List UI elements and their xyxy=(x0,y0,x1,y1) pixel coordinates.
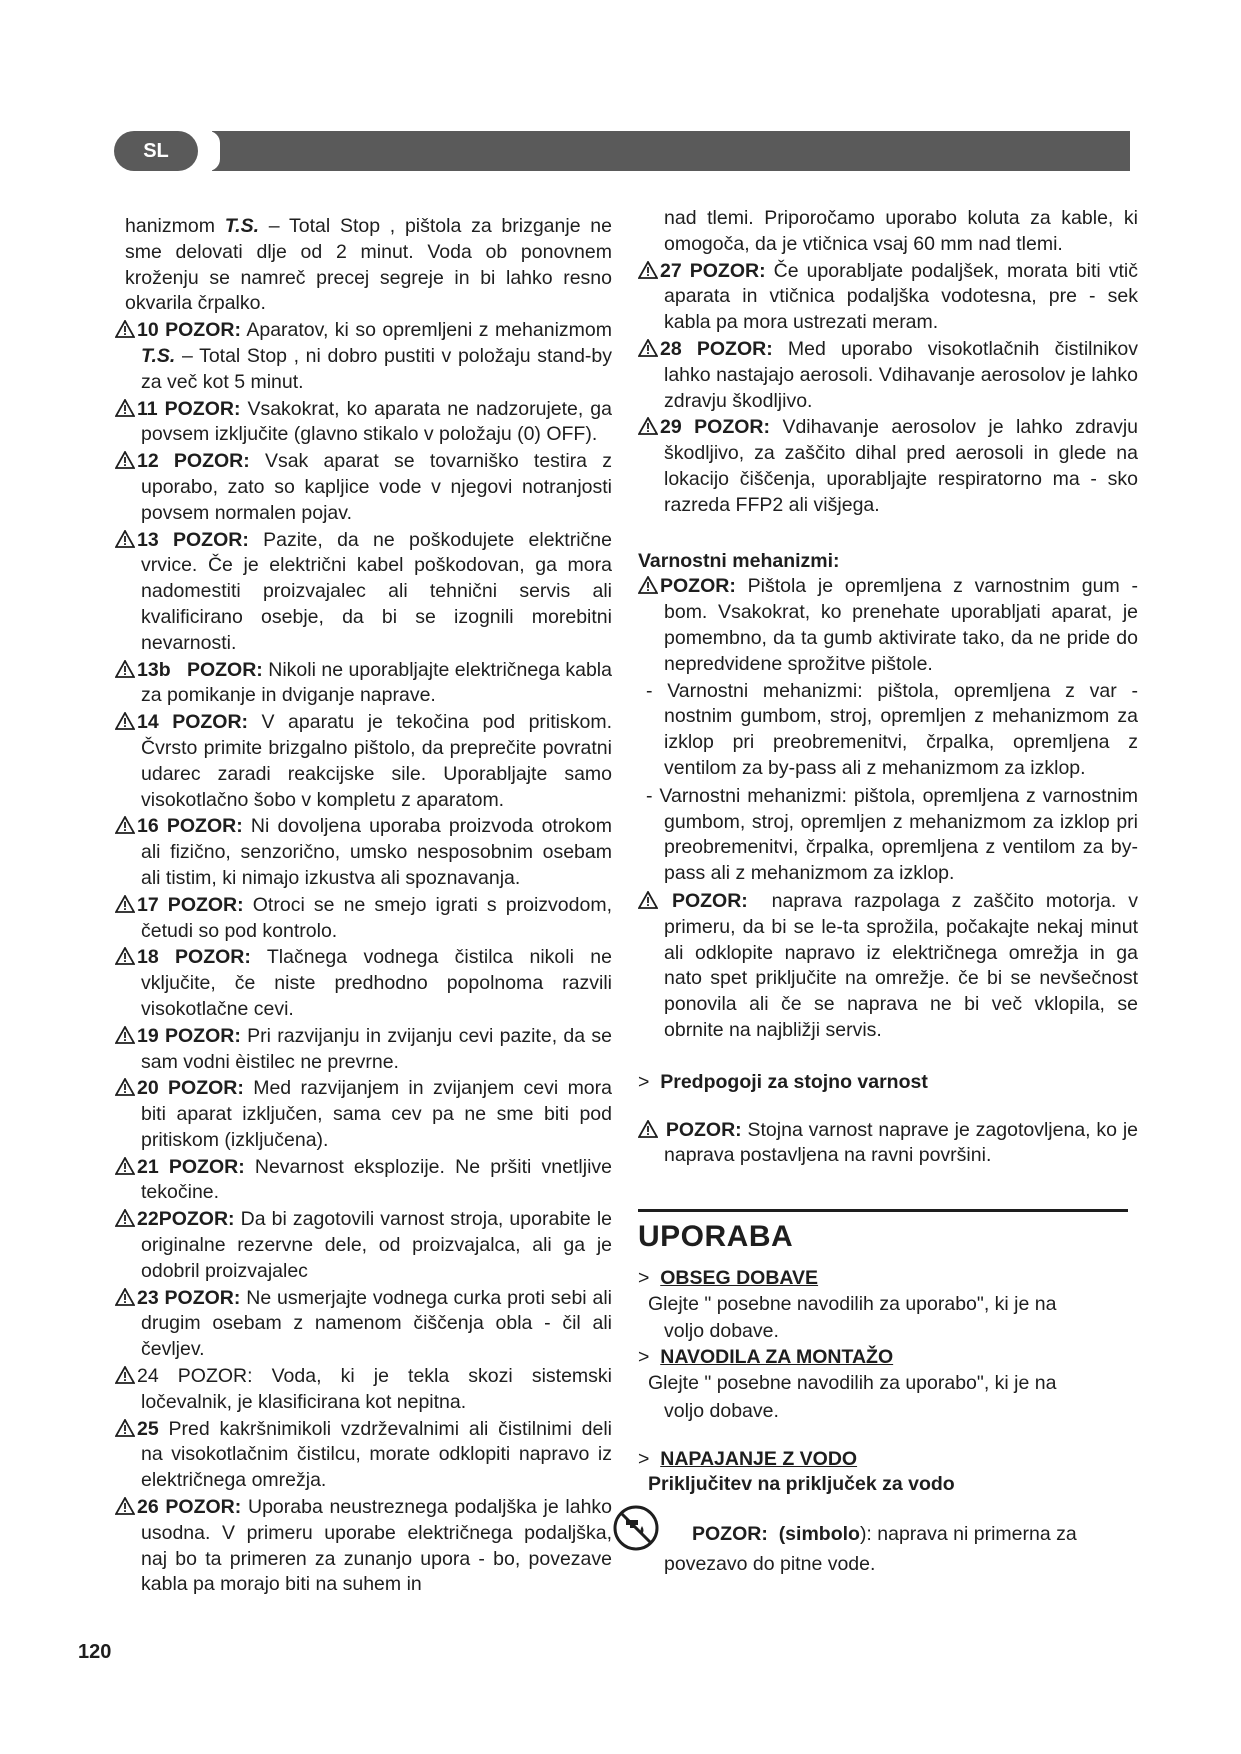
warning-24: 24 POZOR: Voda, ki je tekla skozi sistemski ločevalnik, je klasificirana kot nepitna. xyxy=(115,1364,612,1416)
warning-triangle-icon xyxy=(115,1078,135,1096)
stability-warning: POZOR: Stojna varnost naprave je zagotovljena, ko je naprava postavljena na ravni površini. xyxy=(638,1118,1138,1170)
warning-28: 28 POZOR: Med uporabo visokotlačnih čistilnikov lahko nastajajo aerosoli. Vdihavanje aerosolov je lahko zdravju škodljivo. xyxy=(638,337,1138,414)
warning-21: 21 POZOR: Nevarnost eksplozije. Ne pršiti vnetljive tekočine. xyxy=(115,1155,612,1207)
warning-18: 18 POZOR: Tlačnega vodnega čistilca nikoli ne vključite, če niste predhodno popolnoma razvili visokotlačne cevi. xyxy=(115,945,612,1022)
arrow-glyph: > xyxy=(638,1346,650,1369)
obseg-text-2: voljo dobave. xyxy=(664,1320,779,1343)
intro-paragraph: hanizmom T.S. – Total Stop , pištola za brizganje ne sme delovati dlje od 2 minut. Voda ob ponovnem kroženju se namreč precej segreje in bi lahko resno okvarila črpalko. xyxy=(125,215,612,315)
continued-paragraph: nad tlemi. Priporočamo uporabo koluta za kable, ki omogoča, da je vtičnica vsaj 60 mm nad tlemi. xyxy=(664,207,1138,255)
stability-heading: > Predpogoji za stojno varnost xyxy=(638,1070,928,1093)
warning-triangle-icon xyxy=(638,417,658,435)
warning-26: 26 POZOR: Uporaba neustreznega podaljška je lahko usodna. V primeru uporabe električnega podaljška, naj bo ta primeren za zunanjo upora - bo, povezave kabla pa morajo biti na suhem in xyxy=(115,1495,612,1598)
warning-11: 11 POZOR: Vsakokrat, ko aparata ne nadzorujete, ga povsem izključite (glavno stikalo v položaju (0) OFF). xyxy=(115,397,612,449)
napajanje-heading: > NAPAJANJE Z VODO xyxy=(638,1447,858,1470)
arrow-glyph: > xyxy=(638,1447,650,1470)
warning-triangle-icon xyxy=(115,1288,135,1306)
prikljucitev-heading: Priključitev na priključek za vodo xyxy=(648,1473,955,1496)
warning-23: 23 POZOR: Ne usmerjajte vodnega curka proti sebi ali drugim osebam z namenom čiščenja obla - čil ali čevljev. xyxy=(115,1286,612,1363)
warning-22: 22POZOR: Da bi zagotovili varnost stroja, uporabite le originalne rezervne dele, od proizvajalca, ali ga je odobril proizvajalec xyxy=(115,1207,612,1284)
obseg-text: Glejte " posebne navodilih za uporabo", ki je na xyxy=(648,1292,1057,1315)
warning-triangle-icon xyxy=(115,947,135,965)
warning-triangle-icon xyxy=(115,712,135,730)
warning-triangle-icon xyxy=(115,895,135,913)
warning-29: 29 POZOR: Vdihavanje aerosolov je lahko zdravju škodljivo, za zaščito dihal pred aerosoli in glede na lokacijo čiščenja, uporabljajte respiratorno ma - sko razreda FFP2 ali višjega. xyxy=(638,415,1138,518)
safety-warning: POZOR: Pištola je opremljena z varnostnim gum - bom. Vsakokrat, ko prenehate uporabljati aparat, je pomembno, da ta gumb aktivirate tako, da ne pride do nepredvidene sprožitve pištole. xyxy=(638,574,1138,677)
left-column xyxy=(115,214,612,1599)
section-divider xyxy=(638,1209,1128,1212)
warning-10: 10 POZOR: Aparatov, ki so opremljeni z mehanizmom T.S. – Total Stop , ni dobro pustiti v položaju stand-by za več kot 5 minut. xyxy=(115,318,612,395)
warning-12: 12 POZOR: Vsak aparat se tovarniško testira z uporabo, zato so kapljice vode v njegovi notranjosti povsem normalen pojav. xyxy=(115,449,612,526)
warning-triangle-icon xyxy=(638,261,658,279)
montazo-text: Glejte " posebne navodilih za uporabo", ki je na xyxy=(648,1372,1057,1395)
obseg-heading: > OBSEG DOBAVE xyxy=(638,1266,819,1289)
right-column xyxy=(638,206,1138,1578)
no-drinking-water-icon xyxy=(638,1504,686,1552)
warning-triangle-icon xyxy=(115,1419,135,1437)
warning-25: 25 Pred kakršnimikoli vzdrževalnimi ali čistilnimi deli na visokotlačnim čistilcu, morate odklopiti napravo iz električnega omrežja. xyxy=(115,1417,612,1494)
language-badge: SL xyxy=(114,131,198,171)
safety-mechanisms-title: Varnostni mehanizmi: xyxy=(638,549,840,572)
montazo-text-2: voljo dobave. xyxy=(664,1399,779,1422)
warning-triangle-icon xyxy=(115,320,135,338)
safety-dash-item-2: - Varnostni mehanizmi: pištola, opremljena z varnostnim gumbom, stroj, opremljen z mehanizmom za izklop pri preobremenitvi, črpalka, opremljena z ventilom za by-pass ali z mehanizmom za izklop. xyxy=(646,784,1138,885)
warning-triangle-icon xyxy=(115,1157,135,1175)
arrow-glyph: > xyxy=(638,1266,650,1289)
warning-19: 19 POZOR: Pri razvijanju in zvijanju cevi pazite, da se sam vodni èistilec ne prevrne. xyxy=(115,1024,612,1076)
warning-17: 17 POZOR: Otroci se ne smejo igrati s proizvodom, četudi so pod kontrolo. xyxy=(115,893,612,945)
warning-triangle-icon xyxy=(115,530,135,548)
page-number: 120 xyxy=(78,1641,112,1663)
montazo-heading: > NAVODILA ZA MONTAŽO xyxy=(638,1346,894,1369)
warning-triangle-icon xyxy=(638,891,658,909)
warning-triangle-icon xyxy=(115,451,135,469)
warning-14: 14 POZOR: V aparatu je tekočina pod pritiskom. Čvrsto primite brizgalno pištolo, da preprečite povratni udarec zaradi reakcijske sile. Uporabljajte samo visokotlačno šobo v kompletu z aparatom. xyxy=(115,710,612,813)
warning-triangle-icon xyxy=(115,1026,135,1044)
warning-16: 16 POZOR: Ni dovoljena uporaba proizvoda otrokom ali fizično, senzorično, umsko nesposobnim osebam ali tistim, ki nimajo izkustva ali spoznavanja. xyxy=(115,814,612,891)
header-bar xyxy=(212,131,1130,171)
warning-triangle-icon xyxy=(115,1366,135,1384)
safety-dash-item-1: - Varnostni mehanizmi: pištola, opremljena z var - nostnim gumbom, stroj, opremljen z mehanizmom za izklop pri preobremenitvi, črpalka, opremljena z ventilom za by-pass ali z mehanizmom za izklop. xyxy=(646,679,1138,779)
water-warning: POZOR: (simbolo): naprava ni primerna za xyxy=(638,1504,1138,1552)
warning-20: 20 POZOR: Med razvijanjem in zvijanjem cevi mora biti aparat izključen, sama cev pa ne sme biti pod pritiskom (izključena). xyxy=(115,1076,612,1153)
motor-protection-warning: POZOR: naprava razpolaga z zaščito motorja. v primeru, da bi se le-ta sprožila, počakajte nekaj minut ali odklopite napravo iz električnega omrežja in ga nato spet priključite na omrežje. če bi se nevšečnost ponovila ali če se naprava ne bi več vklopila, se obrnite na najbližji servis. xyxy=(638,889,1138,1044)
water-warning-2: povezavo do pitne vode. xyxy=(664,1553,876,1576)
uporaba-title: UPORABA xyxy=(638,1220,794,1254)
warning-13b: 13b POZOR: Nikoli ne uporabljajte električnega kabla za pomikanje in dviganje naprave. xyxy=(115,658,612,710)
warning-13: 13 POZOR: Pazite, da ne poškodujete električne vrvice. Če je električni kabel poškodovan, ga mora nadomestiti proizvajalec ali tehnični servis ali kvalificirano osebje, da bi se izognili morebitni nevarnosti. xyxy=(115,528,612,657)
warning-triangle-icon xyxy=(115,816,135,834)
warning-triangle-icon xyxy=(115,660,135,678)
header-bar-notch xyxy=(208,131,220,171)
warning-triangle-icon xyxy=(115,399,135,417)
warning-triangle-icon xyxy=(638,339,658,357)
warning-triangle-icon xyxy=(638,1120,658,1138)
warning-27: 27 POZOR: Če uporabljate podaljšek, morata biti vtič aparata in vtičnica podaljška vodotesna, pre - sek kabla pa mora ustrezati meram. xyxy=(638,259,1138,336)
warning-triangle-icon xyxy=(115,1209,135,1227)
arrow-glyph: > xyxy=(638,1070,650,1093)
warning-triangle-icon xyxy=(115,1497,135,1515)
warning-triangle-icon xyxy=(638,576,658,594)
